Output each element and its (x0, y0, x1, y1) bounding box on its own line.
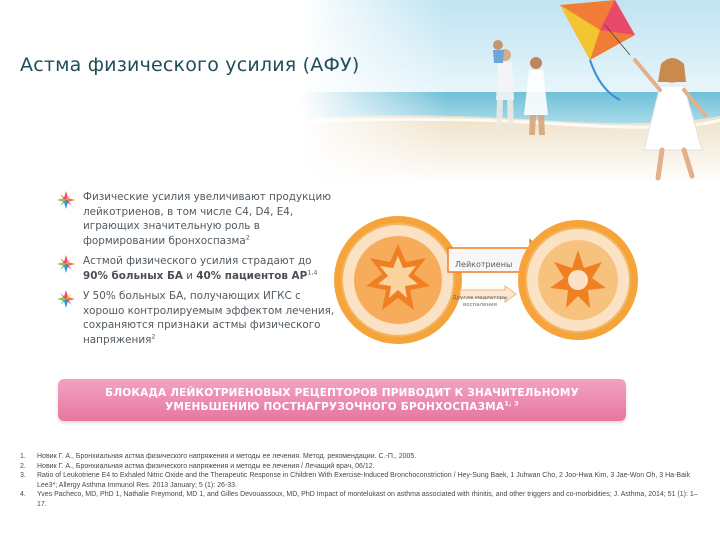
bullet-1-text: Физические усилия увеличивают продукцию лейкотриенов, в том числе С4, D4, E4, играющих значительную роль в формировании бронхоспазма (83, 191, 331, 247)
banner-line-2: УМЕНЬШЕНИЮ ПОСТНАГРУЗОЧНОГО БРОНХОСПАЗМА (165, 401, 505, 413)
reference-number: 1. (20, 453, 26, 460)
bullet-2-sup: 1,4 (307, 268, 318, 277)
arrow-sublabel: Другие медиаторы воспаления (452, 295, 508, 308)
reference-number: 3. (20, 472, 26, 480)
reference-text: Yves Pacheco, MD, PhD 1, Nathalie Freymond, MD 1, and Gilles Devouassoux, MD, PhD Impact of montelukast on asthma associated with rhinitis, and other triggers and co-morbidities; J. Asthma, 2014; 51 (1): 1–17. (37, 491, 698, 508)
flower-star-icon (56, 254, 76, 274)
bullet-item (56, 289, 336, 347)
slide-title: Астма физического усилия (АФУ) (20, 54, 360, 76)
bullet-list (56, 190, 336, 353)
banner-sup: 1, 3 (504, 399, 519, 408)
beach-family-photo (300, 0, 720, 185)
reference-item (20, 490, 700, 509)
bullet-2-bold-1: 90% больных БА (83, 269, 183, 282)
bullet-3-text: У 50% больных БА, получающих ИГКС с хорошо контролируемым эффектом лечения, сохраняются признаки астмы физического напряжения (83, 290, 335, 346)
reference-item (20, 462, 700, 472)
bullet-item (56, 254, 336, 283)
airway-illustration (330, 200, 640, 370)
flower-star-icon (56, 289, 76, 309)
reference-text: Новик Г. А., Бронхиальная астма физического напряжения и методы ее лечения. Метод. рекомендации. С.-П., 2005. (37, 453, 417, 460)
reference-item (20, 471, 700, 490)
bullet-2-text-before: Астмой физического усилия страдают до (83, 255, 312, 267)
reference-number: 2. (20, 462, 26, 470)
bullet-1-sup: 2 (245, 233, 250, 242)
arrow-label: Лейкотриены (455, 260, 513, 269)
bullet-item (56, 190, 336, 248)
banner-line-1: БЛОКАДА ЛЕЙКОТРИЕНОВЫХ РЕЦЕПТОРОВ ПРИВОДИТ К ЗНАЧИТЕЛЬНОМУ (105, 387, 579, 399)
reference-text: Новик Г. А., Бронхиальная астма физического напряжения и методы ее лечения / Лечащий врач, 06/12. (37, 462, 375, 470)
airway-diagram (330, 200, 640, 370)
bullet-2-bold-2: 40% пациентов АР (196, 269, 308, 282)
conclusion-banner (58, 379, 626, 421)
reference-number: 4. (20, 491, 26, 499)
flower-star-icon (56, 190, 76, 210)
bullet-3-sup: 2 (151, 332, 156, 341)
reference-text: Ratio of Leukotriene E4 to Exhaled Nitric Oxide and the Therapeutic Response in Children With Exercise-Induced Bronchoconstriction / Hey-Sung Baek, 1 Juhwan Cho, 2 Joo-Hwa Kim, 3 Jae-Won Oh, 3 Ha-Baik Lee3*; Allergy Asthma Immunol Res. 2013 January; 5 (1): 26-33. (37, 472, 691, 489)
bullet-2-text-mid: и (182, 269, 197, 282)
reference-item (20, 452, 700, 462)
references (20, 452, 700, 510)
